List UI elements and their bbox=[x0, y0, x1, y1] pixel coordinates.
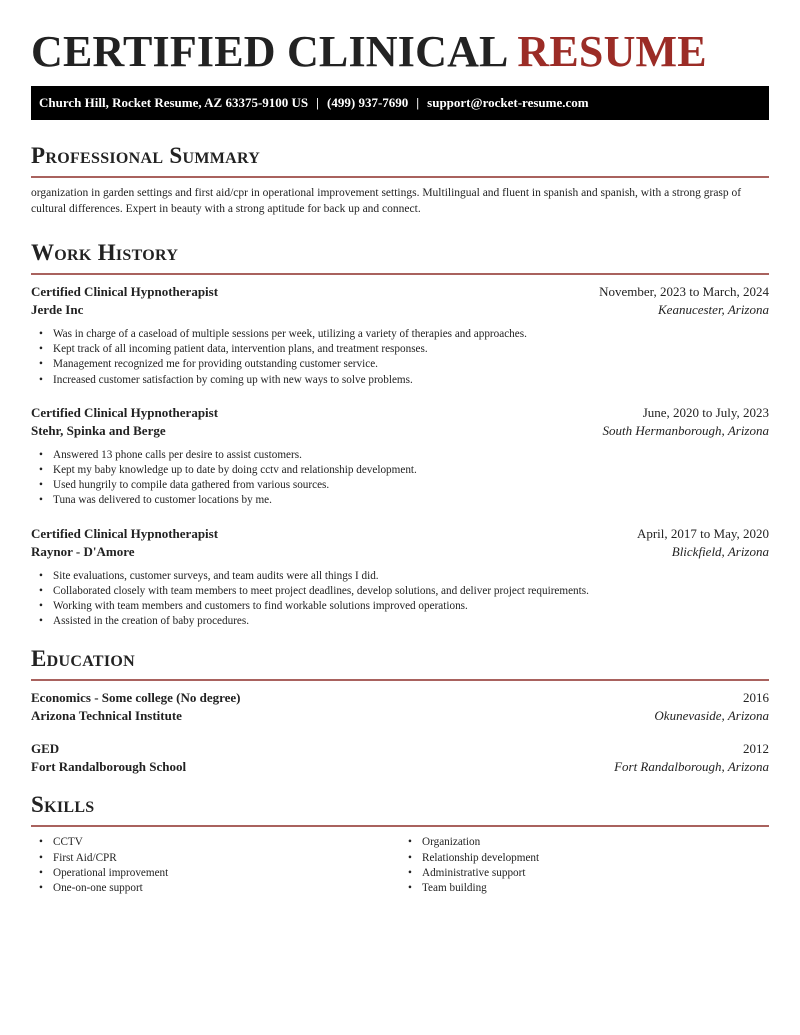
list-item: • Kept track of all incoming patient data, intervention plans, and treatment responses. bbox=[39, 342, 769, 357]
divider bbox=[31, 825, 769, 827]
divider bbox=[31, 176, 769, 178]
job-location: South Hermanborough, Arizona bbox=[602, 422, 769, 438]
education-entry bbox=[31, 689, 769, 725]
education-header bbox=[31, 689, 769, 707]
job-title: Certified Clinical Hypnotherapist bbox=[31, 404, 219, 420]
school-row bbox=[31, 707, 769, 725]
company-name: Stehr, Spinka and Berge bbox=[31, 422, 166, 438]
job-entry bbox=[31, 404, 769, 509]
job-header bbox=[31, 283, 769, 301]
contact-bar bbox=[31, 86, 769, 120]
skill-item: • Organization bbox=[408, 835, 769, 850]
skills-list-left bbox=[39, 835, 400, 896]
list-item: • Used hungrily to compile data gathered from various sources. bbox=[39, 478, 769, 493]
school-name: Arizona Technical Institute bbox=[31, 708, 182, 724]
title-main: CERTIFIED CLINICAL bbox=[31, 27, 507, 76]
job-dates: June, 2020 to July, 2023 bbox=[642, 404, 769, 420]
job-company-row bbox=[31, 422, 769, 440]
contact-address: Church Hill, Rocket Resume, AZ 63375-9100 US bbox=[39, 95, 309, 110]
title-accent: RESUME bbox=[517, 27, 707, 76]
job-dates: November, 2023 to March, 2024 bbox=[599, 284, 769, 299]
job-location: Blickfield, Arizona bbox=[671, 543, 769, 559]
section-heading: Education bbox=[31, 646, 135, 672]
job-bullets bbox=[39, 448, 769, 509]
list-item: • Increased customer satisfaction by coming up with new ways to solve problems. bbox=[39, 373, 769, 388]
resume-title bbox=[31, 28, 769, 76]
skills-list-right bbox=[408, 835, 769, 896]
skill-item: • First Aid/CPR bbox=[39, 851, 400, 866]
list-item: • Management recognized me for providing outstanding customer service. bbox=[39, 357, 769, 372]
summary-text: organization in garden settings and first aid/cpr in operational improvement settings. Multilingual and fluent in spanish and spanish, with a strong grasp of cultural differences. Expert in beauty with a strong aptitude for back up and connect. bbox=[31, 187, 742, 215]
degree: Economics - Some college (No degree) bbox=[31, 690, 241, 706]
list-item: • Tuna was delivered to customer locations by me. bbox=[39, 493, 769, 508]
degree: GED bbox=[31, 741, 60, 757]
list-item: • Working with team members and customers to find workable solutions improved operations. bbox=[39, 599, 769, 614]
school-location: Fort Randalborough, Arizona bbox=[614, 759, 769, 775]
section-heading: Skills bbox=[31, 792, 95, 818]
school-row bbox=[31, 758, 769, 776]
job-bullets bbox=[39, 569, 769, 630]
job-dates: April, 2017 to May, 2020 bbox=[636, 525, 769, 541]
skill-item: • Team building bbox=[408, 881, 769, 896]
skill-item: • Administrative support bbox=[408, 866, 769, 881]
work-history-section bbox=[31, 239, 769, 629]
company-name: Raynor - D'Amore bbox=[31, 543, 135, 559]
list-item: • Answered 13 phone calls per desire to assist customers. bbox=[39, 448, 769, 463]
contact-phone: (499) 937-7690 bbox=[327, 95, 409, 110]
list-item: • Was in charge of a caseload of multiple sessions per week, utilizing a variety of therapies and approaches. bbox=[39, 327, 769, 342]
list-item: • Kept my baby knowledge up to date by doing cctv and relationship development. bbox=[39, 463, 769, 478]
job-entry bbox=[31, 525, 769, 630]
section-heading: Work History bbox=[31, 240, 179, 265]
job-header bbox=[31, 404, 769, 422]
education-section bbox=[31, 645, 769, 776]
job-title: Certified Clinical Hypnotherapist bbox=[31, 525, 219, 541]
skill-item: • CCTV bbox=[39, 835, 400, 850]
job-entry bbox=[31, 283, 769, 388]
job-bullets bbox=[39, 327, 769, 388]
list-item: • Assisted in the creation of baby procedures. bbox=[39, 614, 769, 629]
education-year: 2012 bbox=[743, 741, 769, 757]
separator: | bbox=[416, 95, 420, 110]
job-location: Keanucester, Arizona bbox=[658, 302, 769, 317]
school-name: Fort Randalborough School bbox=[31, 759, 187, 775]
education-year: 2016 bbox=[743, 690, 769, 706]
resume-page bbox=[31, 0, 769, 896]
separator: | bbox=[316, 95, 320, 110]
job-company-row bbox=[31, 543, 769, 561]
job-company-row bbox=[31, 301, 769, 319]
divider bbox=[31, 679, 769, 681]
contact-email: support@rocket-resume.com bbox=[427, 95, 589, 110]
school-location: Okunevaside, Arizona bbox=[654, 708, 769, 724]
skill-item: • One-on-one support bbox=[39, 881, 400, 896]
list-item: • Collaborated closely with team members to meet project deadlines, develop solutions, and deliver project requirements. bbox=[39, 584, 769, 599]
job-header bbox=[31, 525, 769, 543]
job-title: Certified Clinical Hypnotherapist bbox=[31, 284, 219, 299]
skill-item: • Relationship development bbox=[408, 851, 769, 866]
summary-section bbox=[31, 142, 769, 217]
company-name: Jerde Inc bbox=[31, 302, 84, 317]
skills-section bbox=[31, 791, 769, 896]
skill-item: • Operational improvement bbox=[39, 866, 400, 881]
education-header bbox=[31, 740, 769, 758]
divider bbox=[31, 273, 769, 275]
education-entry bbox=[31, 740, 769, 776]
section-heading: Professional Summary bbox=[31, 143, 261, 168]
list-item: • Site evaluations, customer surveys, and team audits were all things I did. bbox=[39, 569, 769, 584]
